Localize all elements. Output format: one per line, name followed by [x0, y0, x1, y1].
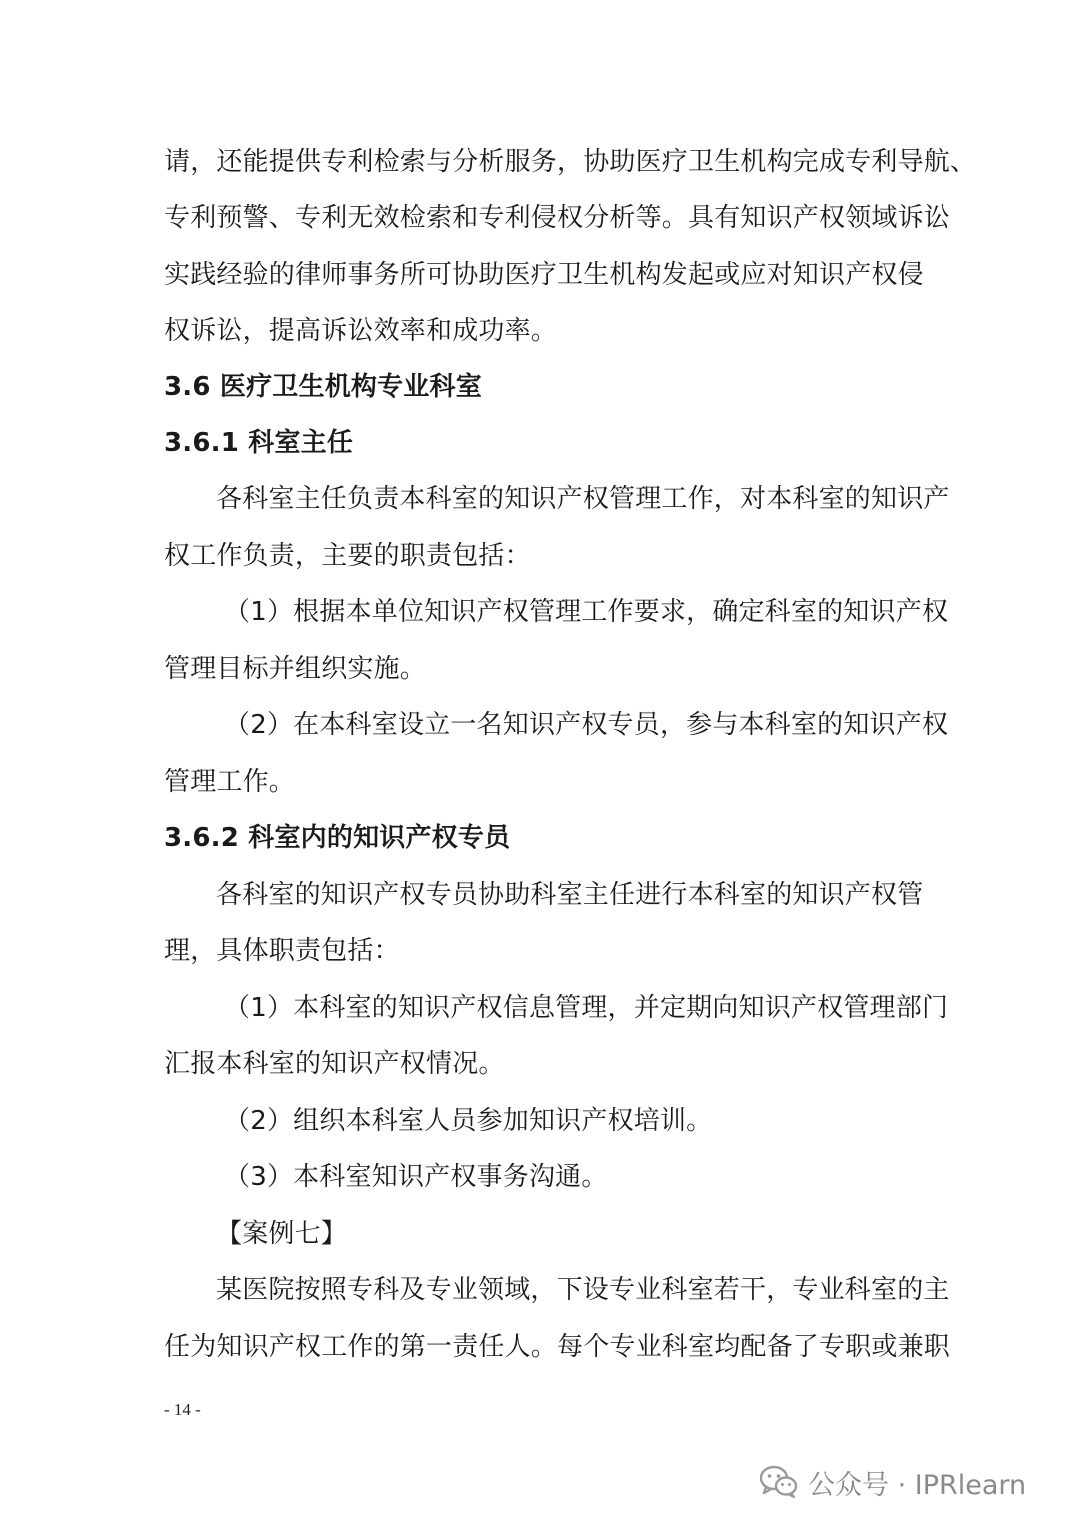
section-heading-3-6-2: 3.6.2 科室内的知识产权专员 — [164, 823, 511, 853]
list-item-line: （3）本科室知识产权事务沟通。 — [224, 1162, 608, 1192]
list-item-line: （2）在本科室设立一名知识产权专员，参与本科室的知识产权 — [224, 710, 949, 740]
body-line: 权诉讼，提高诉讼效率和成功率。 — [164, 316, 558, 346]
section-heading-3-6-1: 3.6.1 科室主任 — [164, 428, 354, 458]
list-item-line: （1）根据本单位知识产权管理工作要求，确定科室的知识产权 — [224, 597, 949, 627]
case-paragraph-line: 任为知识产权工作的第一责任人。每个专业科室均配备了专职或兼职 — [164, 1332, 951, 1362]
body-line: 请，还能提供专利检索与分析服务，协助医疗卫生机构完成专利导航、 — [164, 147, 977, 177]
list-item-line: （1）本科室的知识产权信息管理，并定期向知识产权管理部门 — [224, 993, 949, 1023]
body-line: 专利预警、专利无效检索和专利侵权分析等。具有知识产权领域诉讼 — [164, 203, 951, 233]
list-item-line: （2）组织本科室人员参加知识产权培训。 — [224, 1106, 713, 1136]
wechat-icon — [760, 1465, 798, 1499]
paragraph-line: 各科室主任负责本科室的知识产权管理工作，对本科室的知识产 — [216, 484, 950, 514]
case-title: 【案例七】 — [216, 1219, 348, 1249]
section-heading-3-6: 3.6 医疗卫生机构专业科室 — [164, 372, 482, 402]
paragraph-line: 权工作负责，主要的职责包括： — [164, 541, 531, 571]
body-line: 实践经验的律师事务所可协助医疗卫生机构发起或应对知识产权侵 — [164, 260, 924, 290]
list-item-line: 汇报本科室的知识产权情况。 — [164, 1049, 505, 1079]
list-item-line: 管理目标并组织实施。 — [164, 654, 427, 684]
paragraph-line: 理，具体职责包括： — [164, 936, 400, 966]
paragraph-line: 各科室的知识产权专员协助科室主任进行本科室的知识产权管 — [216, 880, 924, 910]
watermark-text: 公众号 · IPRlearn — [808, 1469, 1027, 1501]
page-number: - 14 - — [164, 1400, 201, 1419]
case-paragraph-line: 某医院按照专科及专业领域，下设专业科室若干，专业科室的主 — [216, 1275, 950, 1305]
list-item-line: 管理工作。 — [164, 767, 296, 797]
watermark — [760, 1462, 1026, 1502]
